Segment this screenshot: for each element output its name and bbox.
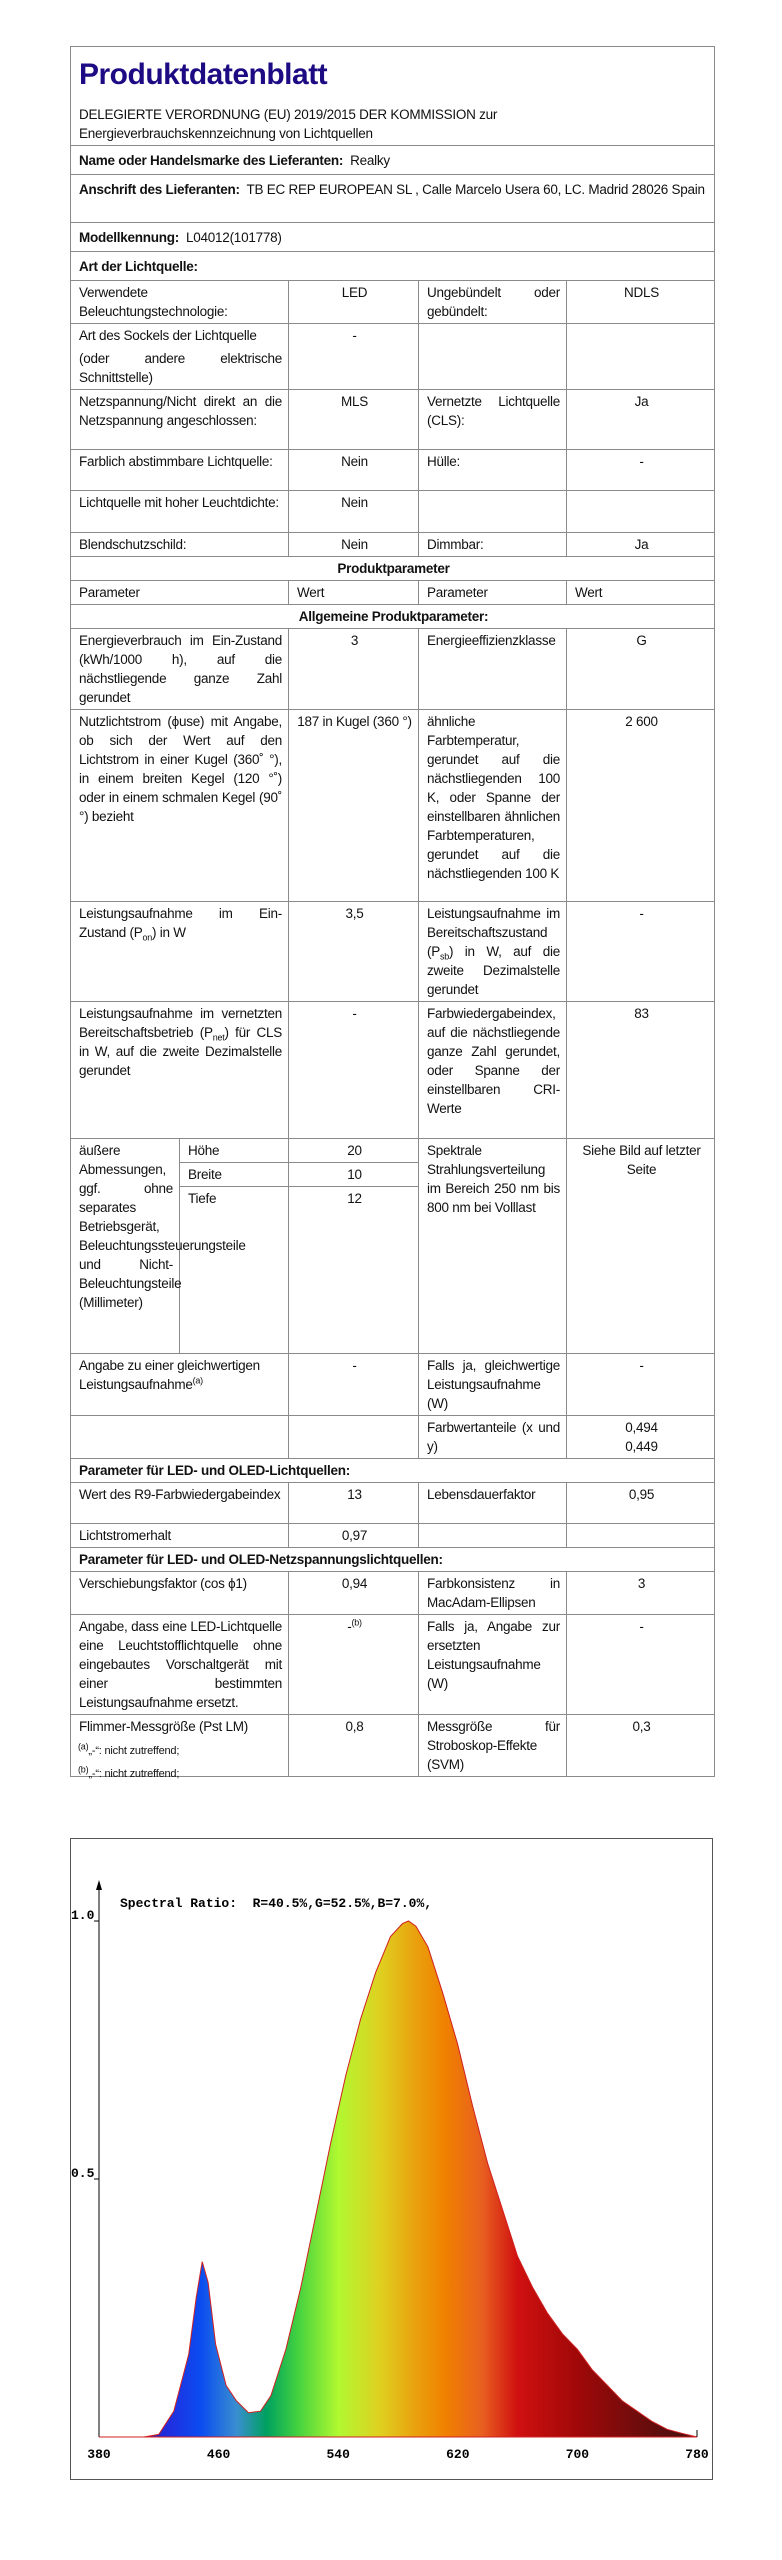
footnote-a [78, 1741, 180, 1757]
param-value: Siehe Bild auf letzter Seite [567, 1139, 715, 1354]
footnote-text: „-“: nicht zutreffend; [88, 1745, 180, 1757]
column-header: Wert [567, 581, 715, 605]
supplier-name-label: Name oder Handelsmarke des Lieferanten: [79, 153, 344, 168]
label-text: ) in W, auf die zweite Dezimalstelle gerundet [427, 944, 560, 997]
param-label: Messgröße für Stroboskop-Effekte (SVM) [419, 1715, 567, 1777]
table-row [71, 710, 715, 902]
table-row [71, 324, 715, 390]
param-value: G [567, 629, 715, 710]
led-parameters-heading: Parameter für LED- und OLED-Lichtquellen: [71, 1459, 715, 1483]
param-label [71, 1002, 289, 1139]
param-label [71, 324, 289, 390]
table-row [71, 1139, 715, 1163]
table-row [71, 1615, 715, 1715]
dimensions-label: äußere Abmessungen, ggf. ohne separates Betriebsgerät, Beleuchtungssteuerungsteile und Nicht-Beleuchtungsteile (Millimeter) [71, 1139, 180, 1354]
param-label: Farbwertanteile (x und y) [419, 1416, 567, 1459]
chromaticity-x: 0,494 [625, 1420, 658, 1435]
model-value: L04012(101778) [186, 230, 282, 245]
footnote-mark: (a) [192, 1375, 203, 1386]
param-value: Nein [289, 491, 419, 533]
x-tick-label: 700 [565, 2447, 590, 2462]
param-label: Dimmbar: [419, 533, 567, 557]
subscript: sb [440, 951, 450, 962]
param-value: 2 600 [567, 710, 715, 902]
param-value: - [567, 450, 715, 491]
param-value: 0,95 [567, 1483, 715, 1524]
param-value: 0,8 [289, 1715, 419, 1777]
param-label [71, 902, 289, 1002]
column-header: Parameter [71, 581, 289, 605]
param-label: Farbwiedergabeindex, auf die nächstliegende ganze Zahl gerundet, oder Spanne der einstellbaren CRI-Werte [419, 1002, 567, 1139]
param-value: NDLS [567, 281, 715, 324]
y-tick-label: 1.0 [71, 1908, 95, 1923]
param-value: 3 [289, 629, 419, 710]
param-label: Hülle: [419, 450, 567, 491]
y-tick-label: 0.5 [71, 2166, 95, 2181]
param-value: - [567, 1615, 715, 1715]
label-text: ) für CLS in W, auf die zweite Dezimalstelle gerundet [79, 1025, 283, 1078]
label-text: ) in W [152, 925, 186, 940]
param-value: 0,94 [289, 1572, 419, 1615]
param-value: 3 [567, 1572, 715, 1615]
table-row [71, 1416, 715, 1459]
param-label: Blendschutzschild: [71, 533, 289, 557]
table-row [71, 533, 715, 557]
general-parameters-heading: Allgemeine Produktparameter: [71, 605, 715, 629]
param-label: Flimmer-Messgröße (Pst LM) [71, 1715, 289, 1777]
column-header: Wert [289, 581, 419, 605]
param-value: - [289, 1354, 419, 1416]
product-parameters-heading: Produktparameter [71, 557, 715, 581]
product-datasheet-table [70, 46, 715, 1777]
table-row [71, 1483, 715, 1524]
param-value: Ja [567, 533, 715, 557]
supplier-address-value: TB EC REP EUROPEAN SL , Calle Marcelo Usera 60, LC. Madrid 28026 Spain [246, 182, 705, 197]
label-text: Leistungsaufnahme im Ein-Zustand (P [79, 906, 282, 940]
param-label: Ungebündelt oder gebündelt: [419, 281, 567, 324]
model-label: Modellkennung: [79, 230, 179, 245]
supplier-name-value: Realky [350, 153, 390, 168]
footnote-mark: (a) [78, 1741, 89, 1752]
param-value [567, 491, 715, 533]
table-row [71, 450, 715, 491]
param-label-line: (oder andere elektrische Schnittstelle) [79, 351, 282, 385]
param-value: - [567, 1354, 715, 1416]
param-label: Spektrale Strahlungsverteilung im Bereich 250 nm bis 800 nm bei Volllast [419, 1139, 567, 1354]
param-value: Ja [567, 390, 715, 450]
spectral-ratio-title: Spectral Ratio: R=40.5%,G=52.5%,B=7.0%, [120, 1896, 433, 1911]
param-value: - [567, 902, 715, 1002]
param-value: Nein [289, 450, 419, 491]
footnote-mark: (b) [78, 1764, 89, 1775]
regulation-line-2: Energieverbrauchskennzeichnung von Lichtquellen [79, 126, 373, 141]
param-label: Wert des R9-Farbwiedergabeindex [71, 1483, 289, 1524]
param-label: Verschiebungsfaktor (cos ϕ1) [71, 1572, 289, 1615]
table-row [71, 629, 715, 710]
height-label: Höhe [180, 1139, 289, 1163]
depth-label: Tiefe [180, 1187, 289, 1354]
param-value: - [289, 324, 419, 390]
label-text: Leistungsaufnahme im vernetzten Bereitschaftsbetrieb (P [79, 1006, 282, 1040]
width-value: 10 [289, 1163, 419, 1187]
param-value: 187 in Kugel (360 °) [289, 710, 419, 902]
param-label: Energieeffizienzklasse [419, 629, 567, 710]
param-label: Farblich abstimmbare Lichtquelle: [71, 450, 289, 491]
param-value: - [289, 1002, 419, 1139]
table-row [71, 1354, 715, 1416]
param-label: Angabe, dass eine LED-Lichtquelle eine Leuchtstofflichtquelle ohne eingebautes Vorschaltgerät mit einer bestimmten Leistungsaufnahme ersetzt. [71, 1615, 289, 1715]
label-text: Angabe zu einer gleichwertigen Leistungsaufnahme [79, 1358, 260, 1392]
footnote-b [78, 1764, 180, 1780]
footnote-text: „-“: nicht zutreffend; [88, 1768, 180, 1780]
column-header-row [71, 581, 715, 605]
x-tick-label: 460 [206, 2447, 231, 2462]
param-label: Vernetzte Lichtquelle (CLS): [419, 390, 567, 450]
param-value: 13 [289, 1483, 419, 1524]
param-label: Lebensdauerfaktor [419, 1483, 567, 1524]
param-value: LED [289, 281, 419, 324]
param-value [289, 1615, 419, 1715]
param-label: Lichtquelle mit hoher Leuchtdichte: [71, 491, 289, 533]
depth-value: 12 [289, 1187, 419, 1354]
param-label: Falls ja, gleichwertige Leistungsaufnahme (W) [419, 1354, 567, 1416]
param-label [419, 902, 567, 1002]
value-text: - [347, 1619, 352, 1634]
param-label: Nutzlichtstrom (ϕuse) mit Angabe, ob sich der Wert auf den Lichtstrom in einer Kugel (360˚ °), in einem breiten Kegel (120 °˚) oder in einem schmalen Kegel (90˚ °) bezieht [71, 710, 289, 902]
table-row [71, 1572, 715, 1615]
param-value: 83 [567, 1002, 715, 1139]
param-value: 0,97 [289, 1524, 419, 1548]
param-label: Falls ja, Angabe zur ersetzten Leistungsaufnahme (W) [419, 1615, 567, 1715]
x-tick-label: 780 [685, 2447, 709, 2462]
page-title: Produktdatenblatt [79, 58, 328, 91]
x-tick-label: 540 [326, 2447, 350, 2462]
mains-parameters-heading: Parameter für LED- und OLED-Netzspannungslichtquellen: [71, 1548, 715, 1572]
param-value: MLS [289, 390, 419, 450]
light-source-type-heading: Art der Lichtquelle: [71, 252, 715, 281]
height-value: 20 [289, 1139, 419, 1163]
param-label: Verwendete Beleuchtungstechnologie: [71, 281, 289, 324]
param-label [71, 1354, 289, 1416]
param-value [567, 324, 715, 390]
x-tick-label: 380 [87, 2447, 111, 2462]
param-label: Farbkonsistenz in MacAdam-Ellipsen [419, 1572, 567, 1615]
table-row [71, 1002, 715, 1139]
supplier-address-label: Anschrift des Lieferanten: [79, 182, 240, 197]
regulation-line-1: DELEGIERTE VERORDNUNG (EU) 2019/2015 DER KOMMISSION zur [79, 107, 498, 122]
param-value [567, 1416, 715, 1459]
param-value: 3,5 [289, 902, 419, 1002]
x-tick-label: 620 [446, 2447, 470, 2462]
header-block [71, 47, 715, 146]
spectrum-chart [70, 1838, 714, 2481]
label-text: Leistungsaufnahme im Bereitschaftszustand (P [427, 906, 560, 959]
column-header: Parameter [419, 581, 567, 605]
subscript: on [142, 932, 153, 943]
chromaticity-y: 0,449 [625, 1439, 658, 1454]
param-label [419, 491, 567, 533]
param-label [419, 324, 567, 390]
table-row [71, 390, 715, 450]
subscript: net [212, 1032, 225, 1043]
table-row [71, 1524, 715, 1548]
param-label-line: Art des Sockels der Lichtquelle [79, 328, 257, 343]
table-row [71, 491, 715, 533]
param-value: 0,3 [567, 1715, 715, 1777]
param-label: Netzspannung/Nicht direkt an die Netzspannung angeschlossen: [71, 390, 289, 450]
param-label: ähnliche Farbtemperatur, gerundet auf die nächstliegenden 100 K, oder Spanne der einstellbaren ähnlichen Farbtemperaturen, gerundet auf die nächstliegenden 100 K [419, 710, 567, 902]
table-row [71, 902, 715, 1002]
table-row [71, 281, 715, 324]
param-value: Nein [289, 533, 419, 557]
param-label: Energieverbrauch im Ein-Zustand (kWh/1000 h), auf die nächstliegende ganze Zahl gerundet [71, 629, 289, 710]
width-label: Breite [180, 1163, 289, 1187]
footnote-mark: (b) [351, 1617, 362, 1628]
param-label: Lichtstromerhalt [71, 1524, 289, 1548]
